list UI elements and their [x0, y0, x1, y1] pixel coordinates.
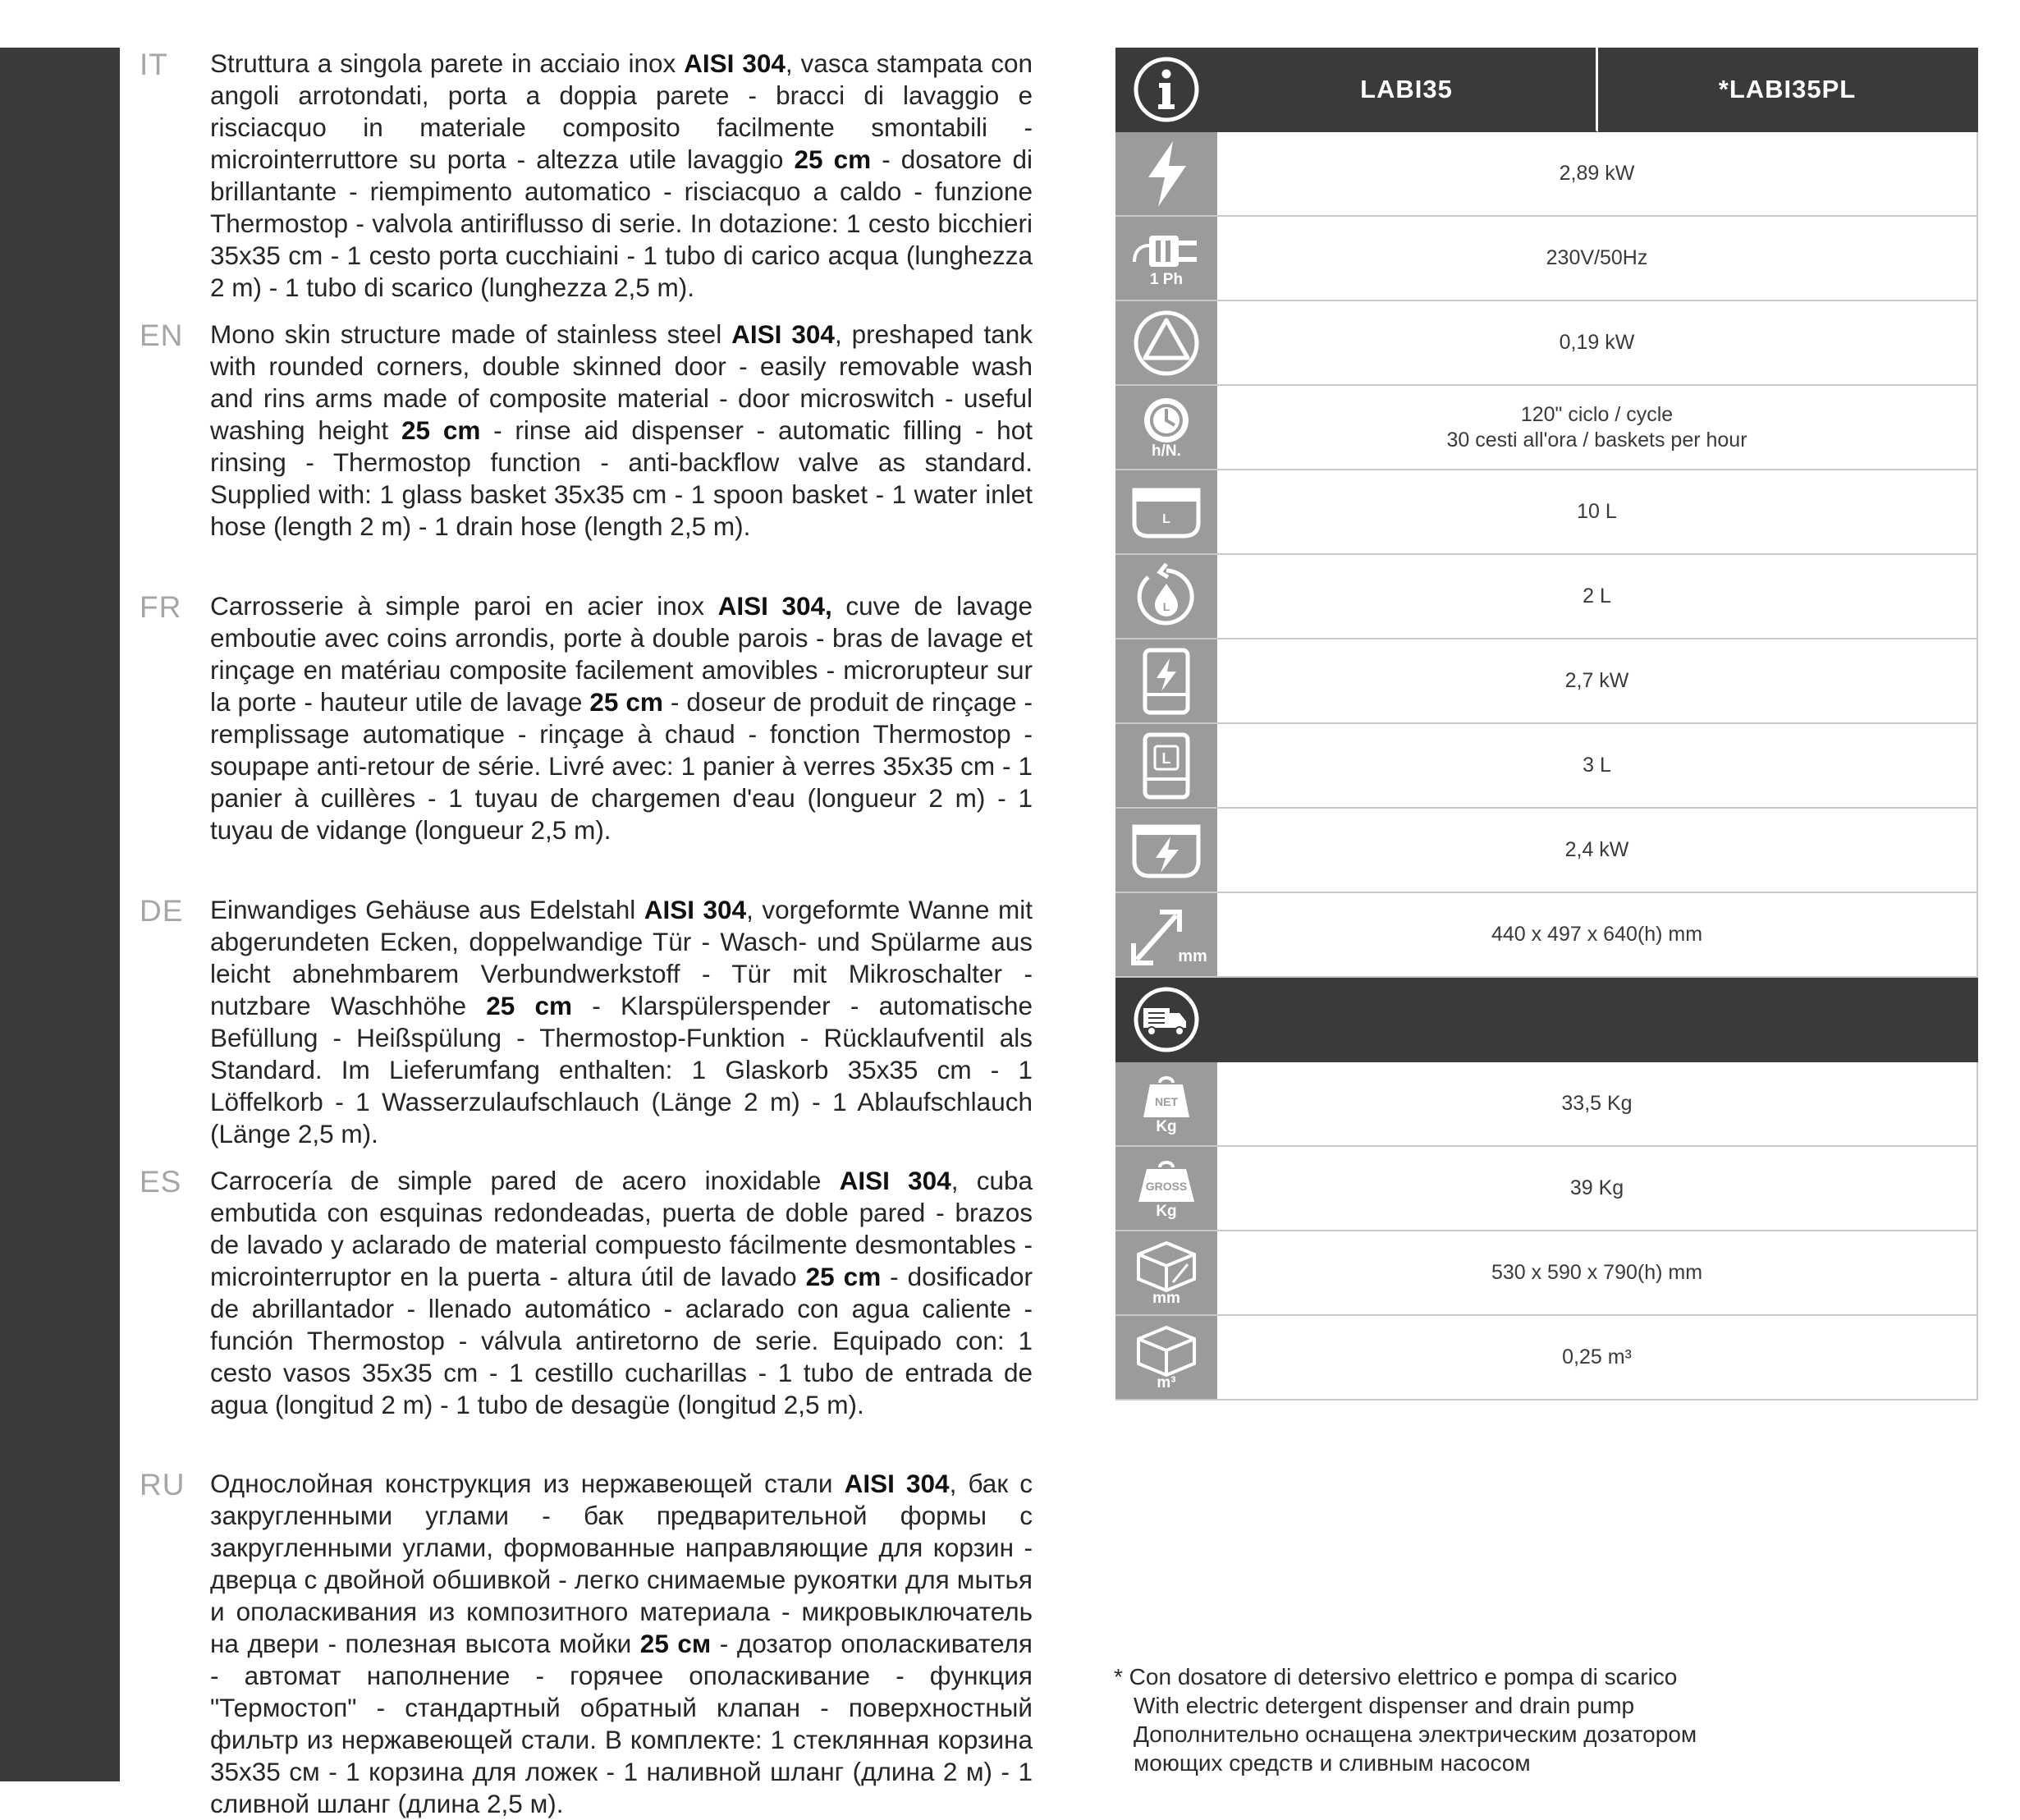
rinse-drop-icon — [1115, 555, 1217, 640]
cycle-time: 120" ciclo / cycle — [1520, 402, 1674, 426]
text-segment: - дозатор ополаскивателя - автомат наполнение - горячее ополаскивание - функция "Термостоп" - стандартный обратный клапан - поверхностный фильтр из нержавеющей стали. В комплекте: 1 стеклянная корзина 35x35 см - 1 корзина для ложек - 1 наливной шланг (длина 2 м) - 1 сливной шланг (длина 2,5 м). — [210, 1629, 1033, 1818]
package-volume-icon — [1115, 1316, 1217, 1401]
spec-value: 2,7 kW — [1217, 640, 1978, 724]
spec-row-gross-weight — [1115, 1147, 1978, 1231]
language-code: FR — [140, 590, 182, 624]
net-badge: NET — [1155, 1094, 1178, 1108]
spec-table — [1115, 48, 1978, 1401]
bold-highlight: 25 cm — [589, 687, 663, 717]
spec-value: 440 x 497 x 640(h) mm — [1217, 893, 1978, 978]
text-segment: , preshaped tank with rounded corners, double skinned door - easily removable wash and rins arms made of composite material - door microswitch - useful washing height — [210, 319, 1033, 445]
bold-highlight: AISI 304, — [717, 591, 832, 621]
gross-weight-icon — [1115, 1147, 1217, 1231]
text-segment: - rinse aid dispenser - automatic filling - hot rinsing - Thermostop function - anti-backflow valve as standard. Supplied with: 1 glass basket 35x35 cm - 1 spoon basket - 1 water inlet hose (length 2 m) - 1 drain hose (length 2,5 m). — [210, 415, 1033, 541]
m3-label: m³ — [1157, 1373, 1176, 1391]
text-segment: , vorgeformte Wanne mit abgerundeten Ecken, doppelwandige Tür - Wasch- und Spülarme aus leicht abnehmbarem Verbundwerkstoff - Tür mit Mikroschalter - nutzbare Waschhöhe — [210, 895, 1033, 1020]
text-segment: , vasca stampata con angoli arrotondati, porta a doppia parete - bracci di lavaggio e risciacquo in materiale composito facilmente smontabili - microinterruttore su porta - altezza utile lavaggio — [210, 48, 1033, 174]
boiler-lightning-icon — [1115, 640, 1217, 724]
model-labi35: LABI35 — [1217, 48, 1598, 132]
spec-row-package-dimensions — [1115, 1231, 1978, 1316]
baskets-per-hour: 30 cesti all'ora / baskets per hour — [1446, 428, 1747, 452]
spec-value: 10 L — [1217, 470, 1978, 555]
boiler-capacity-icon — [1115, 724, 1217, 809]
language-code: IT — [140, 48, 168, 81]
spec-row-power — [1115, 132, 1978, 217]
text-segment: - doseur de produit de rinçage - remplissage automatique - rinçage à chaud - fonction Thermostop - soupape anti-retour de série. Livré avec: 1 panier à verres 35x35 cm - 1 panier à cuillères - 1 tuyau de chargemen d'eau (longueur 2 m) - 1 tuyau de vidange (longueur 2,5 m). — [210, 687, 1033, 845]
bold-highlight: AISI 304 — [731, 319, 835, 349]
mm-label: mm — [1152, 1289, 1180, 1307]
bold-highlight: 25 cm — [486, 991, 573, 1020]
spec-row-package-volume — [1115, 1316, 1978, 1401]
footnote-line-en: With electric detergent dispenser and drain pump — [1134, 1693, 1635, 1718]
svg-text:L: L — [1162, 599, 1170, 613]
spec-row-dimensions — [1115, 893, 1978, 978]
table-header-row — [1115, 48, 1978, 132]
package-dimensions-icon — [1115, 1231, 1217, 1316]
text-segment: - dosificador de abrillantador - llenado automático - aclarado con agua caliente - función Thermostop - válvula antiretorno de serie. Equipado con: 1 cesto vasos 35x35 cm - 1 cestillo cucharillas - 1 tubo de entrada de agua (longitud 2 m) - 1 tubo de desagüe (longitud 2,5 m). — [210, 1262, 1033, 1419]
text-segment: , бак с закругленными углами - бак предварительной формы с закругленными углами, формованные направляющие для корзин - дверца с двойной обшивкой - легко снимаемые рукоятки для мытья и ополаскивания из композитного материала - микровыключатель на двери - полезная высота мойки — [210, 1469, 1033, 1658]
spec-row-cycle — [1115, 386, 1978, 470]
footnote — [1114, 1662, 1853, 1777]
net-weight-icon — [1115, 1062, 1217, 1147]
description-text — [210, 48, 1033, 304]
bold-highlight: AISI 304 — [644, 895, 747, 924]
tank-heater-icon — [1115, 809, 1217, 893]
model-labi35pl: *LABI35PL — [1598, 48, 1978, 132]
spec-row-pump — [1115, 301, 1978, 386]
phase-label: 1 Ph — [1149, 270, 1184, 288]
shipping-header-cell — [1217, 978, 1978, 1062]
spec-row-tank — [1115, 470, 1978, 555]
spec-value: 3 L — [1217, 724, 1978, 809]
cycle-gear-icon — [1115, 386, 1217, 470]
lightning-icon — [1115, 132, 1217, 217]
language-code: ES — [140, 1165, 182, 1199]
bold-highlight: 25 cm — [805, 1262, 882, 1291]
text-segment: Struttura a singola parete in acciaio inox — [210, 48, 685, 78]
left-side-bar — [0, 48, 120, 1781]
spec-value: 2,89 kW — [1217, 132, 1978, 217]
description-text — [210, 1468, 1033, 1820]
pump-triangle-icon — [1115, 301, 1217, 386]
footnote-line-ru-2: моющих средств и сливным насосом — [1134, 1750, 1531, 1776]
svg-text:L: L — [1162, 511, 1170, 526]
language-code: DE — [140, 894, 184, 928]
shipping-header-row — [1115, 978, 1978, 1062]
footnote-line-it: * Con dosatore di detersivo elettrico e pompa di scarico — [1114, 1664, 1678, 1689]
spec-value: 39 Kg — [1217, 1147, 1978, 1231]
text-segment: Einwandiges Gehäuse aus Edelstahl — [210, 895, 644, 924]
spec-row-tank-heater — [1115, 809, 1978, 893]
spec-row-rinse — [1115, 555, 1978, 640]
spec-row-net-weight — [1115, 1062, 1978, 1147]
description-text — [210, 894, 1033, 1150]
text-segment: - dosatore di brillantante - riempimento automatico - risciacquo a caldo - funzione Thermostop - valvola antiriflusso di serie. In dotazione: 1 cesto bicchieri 35x35 cm - 1 cesto porta cucchiaini - 1 tubo di carico acqua (lunghezza 2 m) - 1 tubo di scarico (lunghezza 2,5 m). — [210, 144, 1033, 302]
svg-text:L: L — [1161, 750, 1171, 767]
delivery-truck-icon — [1115, 978, 1217, 1062]
text-segment: - Klarspülerspender - automatische Befüllung - Heißspülung - Thermostop-Funktion - Rücklaufventil als Standard. Im Lieferumfang enthalten: 1 Glaskorb 35x35 cm - 1 Löffelkorb - 1 Wasserzulaufschlauch (Länge 2 m) - 1 Ablaufschlauch (Länge 2,5 m). — [210, 991, 1033, 1148]
spec-value: 0,19 kW — [1217, 301, 1978, 386]
spec-row-voltage — [1115, 217, 1978, 301]
tank-icon — [1115, 470, 1217, 555]
text-segment: Mono skin structure made of stainless steel — [210, 319, 732, 349]
text-segment: , cuba embutida con esquinas redondeadas, puerta de doble pared - brazos de lavado y aclarado de material compuesto fácilmente desmontables - microinterruptor en la puerta - altura útil de lavado — [210, 1166, 1033, 1291]
footnote-line-ru-1: Дополнительно оснащена электрическим дозатором — [1134, 1721, 1697, 1747]
spec-value — [1217, 386, 1978, 470]
text-segment: Carrosserie à simple paroi en acier inox — [210, 591, 718, 621]
spec-row-boiler-power — [1115, 640, 1978, 724]
cycle-unit-label: h/N. — [1152, 442, 1181, 460]
plug-icon — [1115, 217, 1217, 301]
bold-highlight: 25 cm — [794, 144, 872, 174]
text-segment: Однослойная конструкция из нержавеющей стали — [210, 1469, 845, 1498]
text-segment: Carrocería de simple pared de acero inoxidable — [210, 1166, 840, 1195]
spec-value: 33,5 Kg — [1217, 1062, 1978, 1147]
bold-highlight: AISI 304 — [839, 1166, 951, 1195]
language-code: EN — [140, 319, 184, 352]
spec-value: 2,4 kW — [1217, 809, 1978, 893]
spec-value: 230V/50Hz — [1217, 217, 1978, 301]
description-text — [210, 319, 1033, 543]
info-icon — [1115, 48, 1217, 132]
kg-label: Kg — [1156, 1202, 1177, 1220]
text-segment: cuve de lavage emboutie avec coins arrondis, porte à double parois - bras de lavage et rinçage en matériau composite facilement amovibles - microrupteur sur la porte - hauteur utile de lavage — [210, 591, 1033, 717]
description-text — [210, 590, 1033, 846]
spec-value: 2 L — [1217, 555, 1978, 640]
dimensions-arrow-icon — [1115, 893, 1217, 978]
mm-label: mm — [1178, 947, 1207, 965]
kg-label: Kg — [1156, 1117, 1177, 1135]
bold-highlight: AISI 304 — [844, 1469, 950, 1498]
bold-highlight: 25 см — [639, 1629, 712, 1658]
spec-value: 530 x 590 x 790(h) mm — [1217, 1231, 1978, 1316]
spec-value: 0,25 m³ — [1217, 1316, 1978, 1401]
spec-row-boiler-capacity — [1115, 724, 1978, 809]
gross-badge: GROSS — [1145, 1179, 1188, 1193]
bold-highlight: AISI 304 — [684, 48, 786, 78]
bold-highlight: 25 cm — [401, 415, 481, 445]
description-text — [210, 1165, 1033, 1421]
language-code: RU — [140, 1468, 186, 1501]
